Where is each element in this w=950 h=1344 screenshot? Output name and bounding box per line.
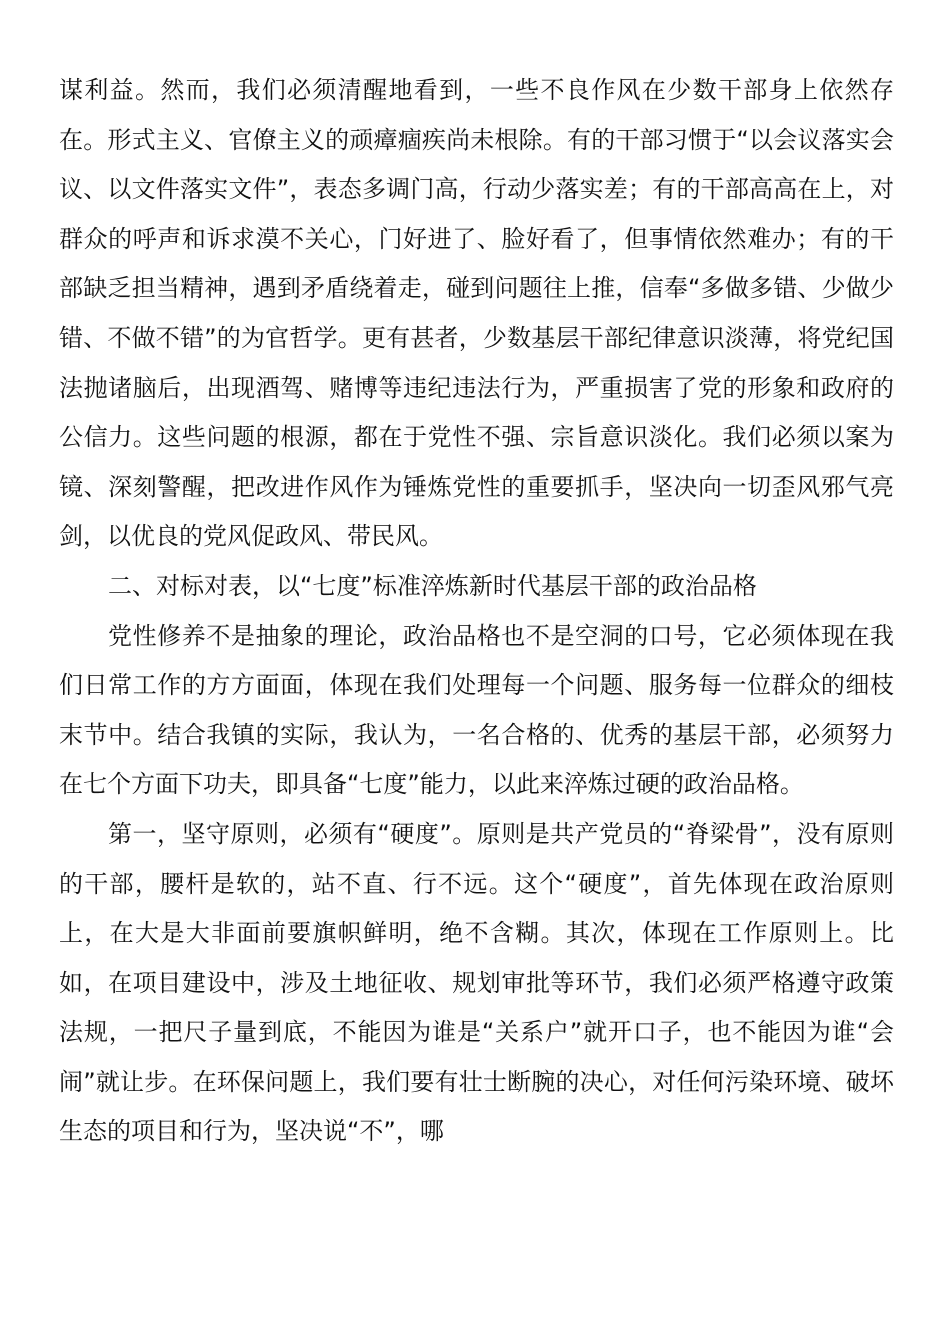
- body-paragraph-3: 第一，坚守原则，必须有“硬度”。原则是共产党员的“脊梁骨”，没有原则的干部，腰杆是软的，站不直、行不远。这个“硬度”，首先体现在政治原则上，在大是大非面前要旗帜鲜明，绝不含糊。其次，体现在工作原则上。比如，在项目建设中，涉及土地征收、规划审批等环节，我们必须严格遵守政策法规，一把尺子量到底，不能因为谁是“关系户”就开口子，也不能因为谁“会闹”就让步。在环保问题上，我们要有壮士断腕的决心，对任何污染环境、破坏生态的项目和行为，坚决说“不”，哪: [59, 819, 894, 1146]
- body-paragraph-2: 党性修养不是抽象的理论，政治品格也不是空洞的口号，它必须体现在我们日常工作的方方面面，体现在我们处理每一个问题、服务每一位群众的细枝末节中。结合我镇的实际，我认为，一名合格的、优秀的基层干部，必须努力在七个方面下功夫，即具备“七度”能力，以此来淬炼过硬的政治品格。: [59, 621, 894, 799]
- document-page: [59, 66, 894, 1157]
- body-paragraph-1: 谋利益。然而，我们必须清醒地看到，一些不良作风在少数干部身上依然存在。形式主义、官僚主义的顽瘴痼疾尚未根除。有的干部习惯于“以会议落实会议、以文件落实文件”，表态多调门高，行动少落实差；有的干部高高在上，对群众的呼声和诉求漠不关心，门好进了、脸好看了，但事情依然难办；有的干部缺乏担当精神，遇到矛盾绕着走，碰到问题往上推，信奉“多做多错、少做少错、不做不错”的为官哲学。更有甚者，少数基层干部纪律意识淡薄，将党纪国法抛诸脑后，出现酒驾、赌博等违纪违法行为，严重损害了党的形象和政府的公信力。这些问题的根源，都在于党性不强、宗旨意识淡化。我们必须以案为镜、深刻警醒，把改进作风作为锤炼党性的重要抓手，坚决向一切歪风邪气亮剑，以优良的党风促政风、带民风。: [59, 76, 894, 551]
- section-heading-2: 二、对标对表，以“七度”标准淬炼新时代基层干部的政治品格: [108, 571, 757, 600]
